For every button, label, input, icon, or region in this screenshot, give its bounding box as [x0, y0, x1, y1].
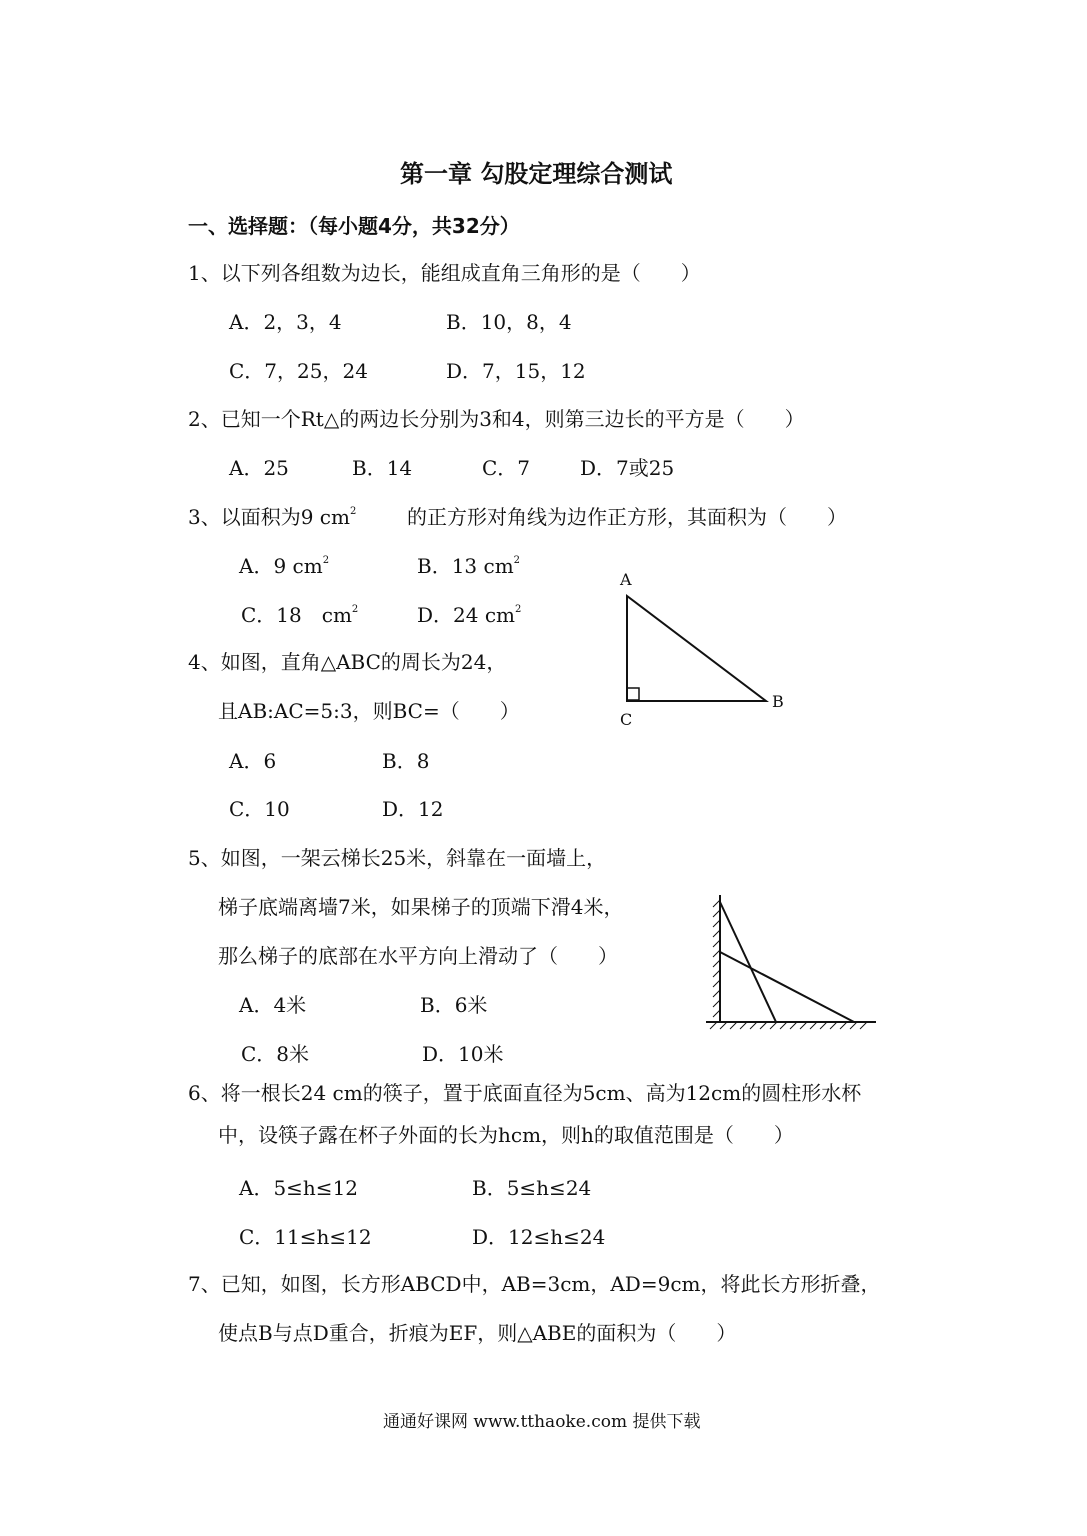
- question-3-option-d: D．24 $cm^2$: [417, 603, 522, 627]
- question-3-option-c: C．18 $cm^2$: [241, 603, 359, 627]
- question-7-line-2: 使点B与点D重合，折痕为EF，则△ABE的面积为（ ）: [218, 1321, 737, 1345]
- question-7-line-1: 7、已知，如图，长方形ABCD中，AB=3cm，AD=9cm，将此长方形折叠，: [188, 1272, 881, 1296]
- vertex-b-label: B: [772, 692, 784, 711]
- question-1-option-c: C．7，25，24: [229, 359, 368, 383]
- vertex-c-label: C: [620, 710, 633, 729]
- question-3-option-a: A．9 $cm^2$: [239, 554, 330, 578]
- question-4-option-d: D．12: [382, 797, 444, 821]
- question-3-stem-end: 的正方形对角线为边作正方形，其面积为（ ）: [407, 505, 847, 529]
- question-6-line-2: 中，设筷子露在杯子外面的长为hcm，则h的取值范围是（ ）: [218, 1123, 794, 1147]
- question-5-option-c: C．8米: [241, 1042, 310, 1066]
- question-4-option-c: C．10: [229, 797, 290, 821]
- question-3-option-b: B．13 $cm^2$: [417, 554, 521, 578]
- question-2-option-d: D．7或25: [580, 456, 675, 480]
- question-5-option-d: D．10米: [422, 1042, 504, 1066]
- question-4-line-2: 且AB:AC=5:3，则BC=（ ）: [218, 699, 520, 723]
- question-5-line-1: 5、如图，一架云梯长25米，斜靠在一面墙上，: [188, 846, 607, 870]
- ladder-wall-figure: [700, 890, 880, 1030]
- question-6-option-d: D．12≤h≤24: [472, 1225, 606, 1249]
- question-5-option-b: B．6米: [420, 993, 488, 1017]
- question-5-option-a: A．4米: [239, 993, 307, 1017]
- question-1-option-d: D．7，15，12: [446, 359, 586, 383]
- question-2-option-c: C．7: [482, 456, 531, 480]
- question-6-option-a: A．5≤h≤12: [239, 1176, 359, 1200]
- question-1-stem: 1、以下列各组数为边长，能组成直角三角形的是（ ）: [188, 261, 701, 285]
- question-5-line-3: 那么梯子的底部在水平方向上滑动了（ ）: [218, 944, 618, 968]
- question-1-option-a: A．2，3，4: [229, 310, 342, 334]
- question-4-option-a: A．6: [229, 749, 277, 773]
- question-6-option-b: B．5≤h≤24: [472, 1176, 592, 1200]
- question-3-stem-start: 3、以面积为9 $cm^2$: [188, 505, 357, 529]
- question-2-option-a: A．25: [229, 456, 289, 480]
- question-6-line-1: 6、将一根长24 cm的筷子，置于底面直径为5cm、高为12cm的圆柱形水杯: [188, 1081, 862, 1105]
- question-5-line-2: 梯子底端离墙7米，如果梯子的顶端下滑4米，: [218, 895, 624, 919]
- triangle-abc-figure: [600, 565, 800, 735]
- question-1-option-b: B．10，8，4: [446, 310, 572, 334]
- question-2-stem: 2、已知一个Rt△的两边长分别为3和4，则第三边长的平方是（ ）: [188, 407, 805, 431]
- section-heading: 一、选择题：（每小题4分，共32分）: [188, 214, 520, 238]
- question-6-option-c: C．11≤h≤12: [239, 1225, 372, 1249]
- page-title: 第一章 勾股定理综合测试: [400, 160, 673, 188]
- page-footer: 通通好课网 www.tthaoke.com 提供下载: [383, 1412, 701, 1432]
- question-2-option-b: B．14: [352, 456, 413, 480]
- question-4-line-1: 4、如图，直角△ABC的周长为24，: [188, 650, 507, 674]
- question-4-option-b: B．8: [382, 749, 430, 773]
- vertex-a-label: A: [620, 570, 632, 589]
